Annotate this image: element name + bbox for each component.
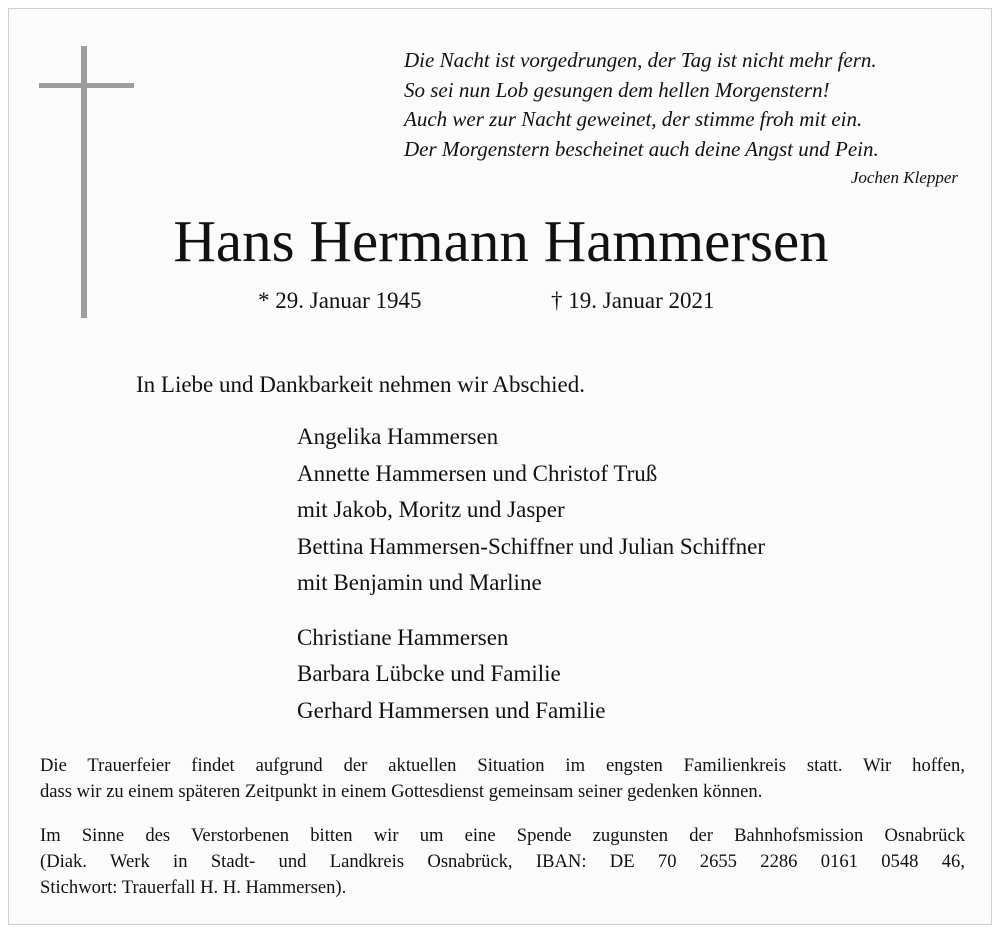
donation-notice xyxy=(40,823,965,901)
mourner-line: Annette Hammersen und Christof Truß xyxy=(297,460,658,486)
poem-line: Der Morgenstern bescheinet auch deine Angst und Pein. xyxy=(404,136,879,161)
mourner-line: Angelika Hammersen xyxy=(297,424,499,449)
deceased-name-text: Hans Hermann Hammersen xyxy=(173,208,829,274)
mourner-line: Barbara Lübcke und Familie xyxy=(297,661,561,686)
ceremony-notice xyxy=(40,753,965,805)
poem-line: Die Nacht ist vorgedrungen, der Tag ist nicht mehr fern. xyxy=(404,48,877,72)
poem-line: So sei nun Lob gesungen dem hellen Morgenstern! xyxy=(404,77,830,102)
notice-line: dass wir zu einem späteren Zeitpunkt in einem Gottesdienst gemeinsam seiner gedenken können. xyxy=(40,781,763,802)
poem xyxy=(404,46,974,164)
mourner-line: mit Jakob, Moritz und Jasper xyxy=(297,497,565,522)
notice-line: Im Sinne des Verstorbenen bitten wir um eine Spende zugunsten der Bahnhofsmission Osnabrück xyxy=(40,825,965,846)
mourner-line: Bettina Hammersen-Schiffner und Julian Schiffner xyxy=(297,533,765,559)
deceased-name xyxy=(0,205,1000,277)
mourner-line: Christiane Hammersen xyxy=(297,624,509,650)
group-spacer xyxy=(297,602,765,620)
death-date: † 19. Januar 2021 xyxy=(551,288,715,313)
cross-icon-bar xyxy=(39,83,134,88)
farewell-line: In Liebe und Dankbarkeit nehmen wir Abschied. xyxy=(136,372,586,397)
birth-date: * 29. Januar 1945 xyxy=(258,288,422,313)
notice-line: Stichwort: Trauerfall H. H. Hammersen). xyxy=(40,877,347,898)
poem-author: Jochen Klepper xyxy=(850,168,958,187)
mourner-line: mit Benjamin und Marline xyxy=(297,570,542,595)
poem-line: Auch wer zur Nacht geweinet, der stimme froh mit ein. xyxy=(404,107,863,131)
notice-line: (Diak. Werk in Stadt- und Landkreis Osnabrück, IBAN: DE 70 2655 2286 0161 0548 46, xyxy=(40,851,965,872)
mourner-line: Gerhard Hammersen und Familie xyxy=(297,697,606,723)
notice-line: Die Trauerfeier findet aufgrund der aktuellen Situation im engsten Familienkreis statt. Wir hoffen, xyxy=(40,755,965,776)
mourners-list xyxy=(297,419,765,729)
